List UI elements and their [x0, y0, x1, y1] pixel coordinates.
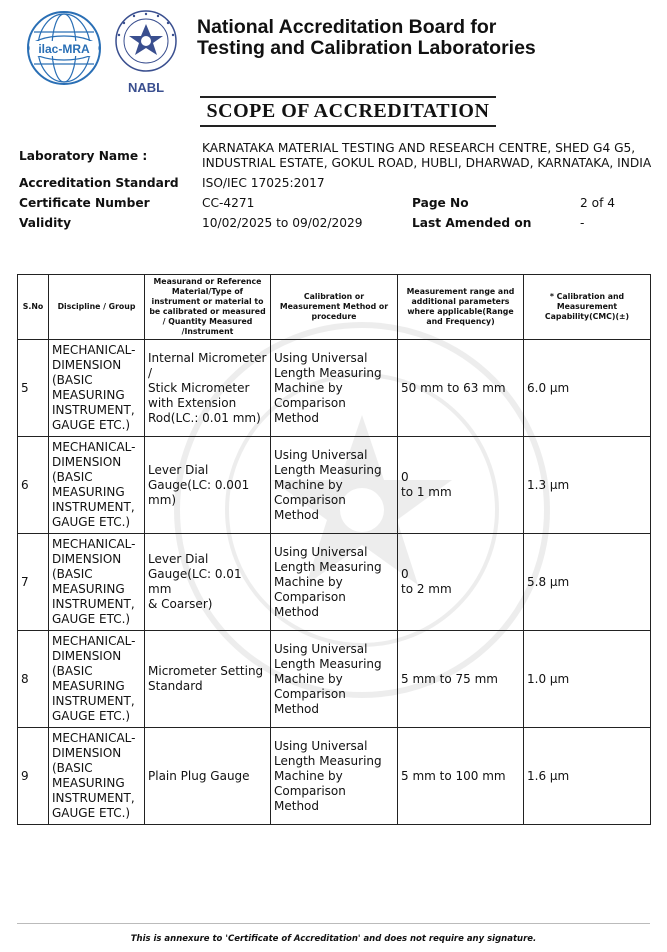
measurand-line: Gauge(LC: 0.01 mm — [148, 567, 242, 596]
cell-discipline — [49, 340, 145, 437]
method-line: Length Measuring — [274, 462, 382, 477]
measurand-line: Plain Plug Gauge — [148, 768, 250, 783]
cell-sno: 7 — [18, 534, 49, 631]
cell-method — [271, 728, 398, 825]
discipline-line: MECHANICAL- — [52, 731, 136, 745]
discipline-line: GAUGE ETC.) — [52, 515, 131, 529]
method-line: Machine by — [274, 380, 343, 395]
discipline-line: GAUGE ETC.) — [52, 418, 131, 432]
standard-value: ISO/IEC 17025:2017 — [202, 176, 325, 190]
cell-sno: 6 — [18, 437, 49, 534]
measurand-line: & Coarser) — [148, 597, 213, 611]
cell-sno: 9 — [18, 728, 49, 825]
cell-cmc: 1.3 µm — [524, 437, 651, 534]
method-line: Machine by — [274, 477, 343, 492]
discipline-line: INSTRUMENT, — [52, 791, 135, 805]
discipline-line: MECHANICAL- — [52, 634, 136, 648]
discipline-line: INSTRUMENT, — [52, 694, 135, 708]
certificate-value: CC-4271 — [202, 196, 255, 210]
cell-sno: 5 — [18, 340, 49, 437]
method-line: Using Universal — [274, 544, 368, 559]
table-body — [18, 340, 651, 825]
org-name-line-2: Testing and Calibration Laboratories — [197, 37, 536, 59]
cell-measurand — [145, 437, 271, 534]
discipline-line: GAUGE ETC.) — [52, 612, 131, 626]
organization-name — [197, 17, 657, 59]
discipline-line: (BASIC — [52, 470, 93, 484]
discipline-line: INSTRUMENT, — [52, 597, 135, 611]
header-sno: S.No — [18, 275, 49, 340]
method-line: Using Universal — [274, 350, 368, 365]
discipline-line: MECHANICAL- — [52, 537, 136, 551]
document-title-block — [200, 96, 496, 127]
measurand-line: Internal Micrometer / — [148, 350, 267, 380]
header-method: Calibration or Measurement Method or procedure — [271, 275, 398, 340]
method-line: Machine by — [274, 574, 343, 589]
cell-cmc: 6.0 µm — [524, 340, 651, 437]
discipline-line: (BASIC — [52, 567, 93, 581]
cell-method — [271, 340, 398, 437]
method-line: Comparison Method — [274, 686, 346, 716]
cell-cmc: 5.8 µm — [524, 534, 651, 631]
range-line: 5 mm to 75 mm — [401, 671, 498, 686]
cell-measurand — [145, 631, 271, 728]
cell-discipline — [49, 534, 145, 631]
measurand-line: Lever Dial — [148, 462, 209, 477]
validity-label: Validity — [19, 216, 72, 230]
nabl-logo-text: NABL — [127, 80, 165, 95]
cell-range — [398, 437, 524, 534]
method-line: Comparison Method — [274, 395, 346, 425]
lab-name-line-1: KARNATAKA MATERIAL TESTING AND RESEARCH CENTRE, SHED G4 G5, — [202, 141, 636, 155]
range-line: 5 mm to 100 mm — [401, 768, 506, 783]
method-line: Using Universal — [274, 738, 368, 753]
validity-value: 10/02/2025 to 09/02/2029 — [202, 216, 363, 230]
cell-range — [398, 534, 524, 631]
document-title: SCOPE OF ACCREDITATION — [206, 100, 490, 122]
cell-measurand — [145, 728, 271, 825]
measurand-line: Micrometer Setting — [148, 664, 264, 678]
method-line: Comparison Method — [274, 492, 346, 522]
page-no-value: 2 of 4 — [580, 196, 616, 210]
discipline-line: DIMENSION — [52, 552, 122, 566]
discipline-line: MEASURING — [52, 679, 125, 693]
range-line: to 1 mm — [401, 485, 452, 499]
cell-cmc: 1.6 µm — [524, 728, 651, 825]
ilac-mra-logo — [26, 10, 102, 86]
method-line: Machine by — [274, 768, 343, 783]
discipline-line: MEASURING — [52, 388, 125, 402]
cell-discipline — [49, 631, 145, 728]
lab-name-value — [202, 141, 651, 171]
method-line: Length Measuring — [274, 365, 382, 380]
discipline-line: DIMENSION — [52, 649, 122, 663]
discipline-line: MEASURING — [52, 485, 125, 499]
discipline-line: DIMENSION — [52, 746, 122, 760]
discipline-line: DIMENSION — [52, 358, 122, 372]
table-row — [18, 631, 651, 728]
discipline-line: INSTRUMENT, — [52, 500, 135, 514]
discipline-line: GAUGE ETC.) — [52, 709, 131, 723]
discipline-line: MEASURING — [52, 582, 125, 596]
cell-method — [271, 534, 398, 631]
scope-table — [17, 274, 651, 825]
cell-measurand — [145, 534, 271, 631]
discipline-line: DIMENSION — [52, 455, 122, 469]
measurand-line: Standard — [148, 679, 203, 693]
cell-discipline — [49, 437, 145, 534]
cell-range — [398, 728, 524, 825]
method-line: Length Measuring — [274, 656, 382, 671]
measurand-line: mm) — [148, 492, 177, 507]
measurand-line: Stick Micrometer — [148, 380, 250, 395]
certificate-label: Certificate Number — [19, 196, 150, 210]
range-line: 50 mm to 63 mm — [401, 380, 506, 395]
method-line: Machine by — [274, 671, 343, 686]
method-line: Comparison Method — [274, 783, 346, 813]
discipline-line: MECHANICAL- — [52, 440, 136, 454]
cell-method — [271, 631, 398, 728]
method-line: Using Universal — [274, 641, 368, 656]
table-row — [18, 340, 651, 437]
nabl-logo — [112, 8, 180, 98]
table-row — [18, 728, 651, 825]
table-header-row — [18, 275, 651, 340]
range-line: 0 — [401, 567, 409, 581]
footer-rule — [17, 923, 650, 924]
header-discipline: Discipline / Group — [49, 275, 145, 340]
measurand-line: with Extension — [148, 395, 237, 410]
discipline-line: INSTRUMENT, — [52, 403, 135, 417]
cell-range — [398, 340, 524, 437]
cell-discipline — [49, 728, 145, 825]
method-line: Using Universal — [274, 447, 368, 462]
ilac-logo-text: ilac-MRA — [38, 42, 90, 56]
measurand-line: Rod(LC.: 0.01 mm) — [148, 410, 261, 425]
cell-method — [271, 437, 398, 534]
page-header — [0, 0, 667, 100]
discipline-line: MEASURING — [52, 776, 125, 790]
discipline-line: GAUGE ETC.) — [52, 806, 131, 820]
last-amended-label: Last Amended on — [412, 216, 532, 230]
header-range: Measurement range and additional parameters where applicable(Range and Frequency) — [398, 275, 524, 340]
last-amended-value: - — [580, 216, 585, 230]
header-measurand: Measurand or Reference Material/Type of instrument or material to be calibrated or measured / Quantity Measured /Instrument — [145, 275, 271, 340]
method-line: Comparison Method — [274, 589, 346, 619]
footer-note: This is annexure to 'Certificate of Accreditation' and does not require any signature. — [130, 934, 537, 944]
method-line: Length Measuring — [274, 559, 382, 574]
standard-label: Accreditation Standard — [19, 176, 179, 190]
discipline-line: (BASIC — [52, 373, 93, 387]
table-row — [18, 534, 651, 631]
org-name-line-1: National Accreditation Board for — [197, 16, 497, 38]
table-row — [18, 437, 651, 534]
measurand-line: Gauge(LC: 0.001 — [148, 477, 250, 492]
measurand-line: Lever Dial — [148, 552, 209, 566]
page-no-label: Page No — [412, 196, 469, 210]
lab-name-label: Laboratory Name : — [19, 149, 148, 163]
title-bottom-rule — [200, 125, 496, 127]
cell-sno: 8 — [18, 631, 49, 728]
range-line: to 2 mm — [401, 582, 452, 596]
cell-cmc: 1.0 µm — [524, 631, 651, 728]
discipline-line: (BASIC — [52, 761, 93, 775]
lab-name-line-2: INDUSTRIAL ESTATE, GOKUL ROAD, HUBLI, DHARWAD, KARNATAKA, INDIA — [202, 156, 652, 170]
method-line: Length Measuring — [274, 753, 382, 768]
discipline-line: MECHANICAL- — [52, 343, 136, 357]
cell-measurand — [145, 340, 271, 437]
cell-range — [398, 631, 524, 728]
header-cmc: * Calibration and Measurement Capability(CMC)(±) — [524, 275, 651, 340]
range-line: 0 — [401, 470, 409, 484]
discipline-line: (BASIC — [52, 664, 93, 678]
